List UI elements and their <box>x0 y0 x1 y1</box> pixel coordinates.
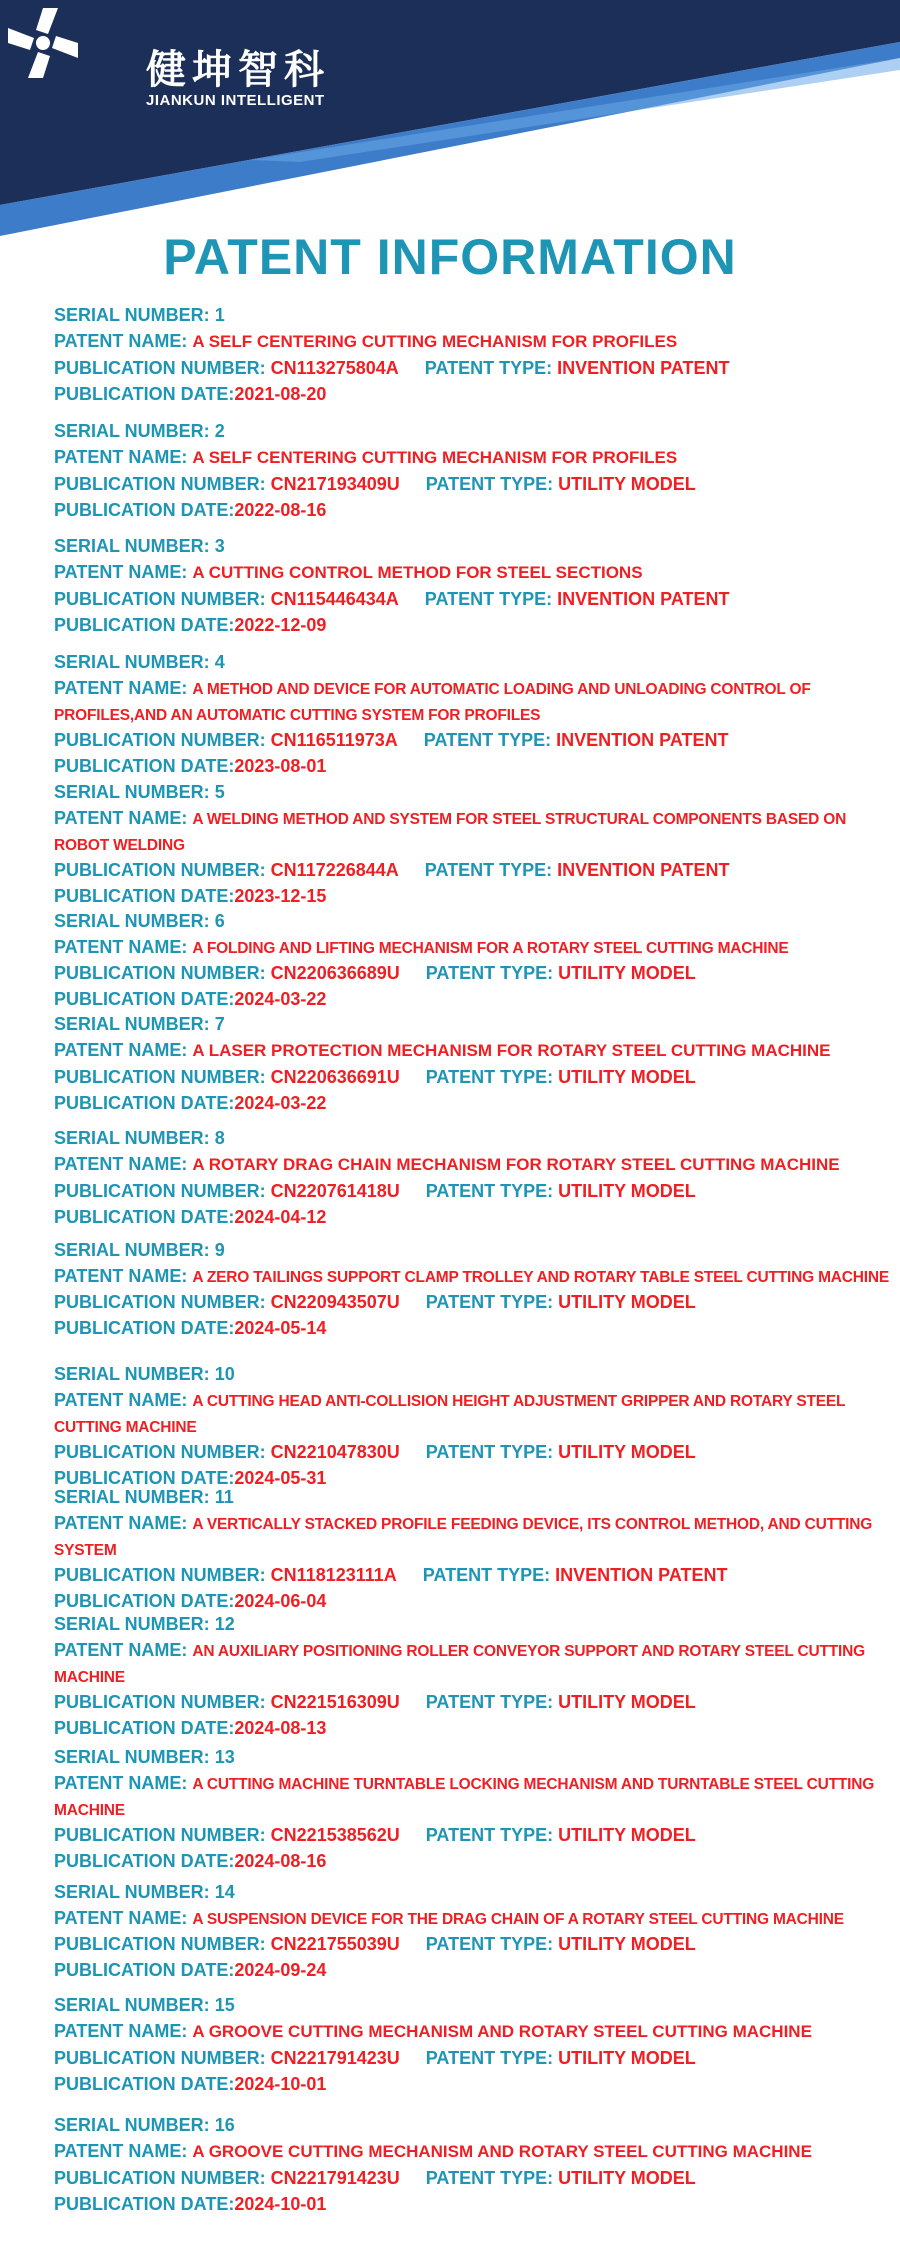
date-label: PUBLICATION DATE: <box>54 1851 235 1871</box>
pub-number-label: PUBLICATION NUMBER: <box>54 474 266 494</box>
date-label: PUBLICATION DATE: <box>54 1207 235 1227</box>
pub-number-value: CN221791423U <box>270 2168 400 2188</box>
date-line <box>54 1090 890 1116</box>
patent-name: A SELF CENTERING CUTTING MECHANISM FOR PROFILES <box>192 332 678 351</box>
date-label: PUBLICATION DATE: <box>54 1718 235 1738</box>
name-label: PATENT NAME: <box>54 1773 188 1793</box>
date-label: PUBLICATION DATE: <box>54 1468 235 1488</box>
type-label: PATENT TYPE: <box>425 1181 554 1201</box>
type-value: INVENTION PATENT <box>557 589 730 609</box>
date-value: 2024-10-01 <box>234 2194 327 2214</box>
type-value: UTILITY MODEL <box>558 1934 696 1954</box>
date-label: PUBLICATION DATE: <box>54 615 235 635</box>
date-label: PUBLICATION DATE: <box>54 1093 235 1113</box>
serial-label: SERIAL NUMBER: <box>54 1487 210 1507</box>
type-label: PATENT TYPE: <box>425 1934 554 1954</box>
name-line <box>54 328 890 355</box>
pub-number-value: CN221791423U <box>270 2048 400 2068</box>
patent-name: A ROTARY DRAG CHAIN MECHANISM FOR ROTARY STEEL CUTTING MACHINE <box>192 1155 840 1174</box>
patent-entry <box>54 779 890 909</box>
type-label: PATENT TYPE: <box>425 1442 554 1462</box>
serial-line <box>54 533 890 559</box>
serial-label: SERIAL NUMBER: <box>54 1614 210 1634</box>
pub-number-label: PUBLICATION NUMBER: <box>54 1934 266 1954</box>
patent-entry <box>54 418 890 523</box>
patent-entry <box>54 1125 890 1230</box>
patent-entry <box>54 1237 890 1341</box>
pub-number-value: CN220943507U <box>270 1292 400 1312</box>
publication-line <box>54 1562 890 1588</box>
type-value: UTILITY MODEL <box>558 1067 696 1087</box>
date-label: PUBLICATION DATE: <box>54 756 235 776</box>
date-line <box>54 753 890 779</box>
serial-line <box>54 1237 890 1263</box>
pub-number-label: PUBLICATION NUMBER: <box>54 589 266 609</box>
publication-line <box>54 355 890 381</box>
pub-number-value: CN220636691U <box>270 1067 400 1087</box>
name-line <box>54 559 890 586</box>
name-line <box>54 2138 890 2165</box>
date-line <box>54 1315 890 1341</box>
serial-line <box>54 302 890 328</box>
serial-value: 15 <box>214 1995 235 2015</box>
patent-name: A CUTTING MACHINE TURNTABLE LOCKING MECHANISM AND TURNTABLE STEEL CUTTING MACHINE <box>54 1776 875 1819</box>
date-line <box>54 883 890 909</box>
date-line <box>54 2071 890 2097</box>
pub-number-label: PUBLICATION NUMBER: <box>54 2048 266 2068</box>
type-label: PATENT TYPE: <box>425 1067 554 1087</box>
date-label: PUBLICATION DATE: <box>54 989 235 1009</box>
type-label: PATENT TYPE: <box>424 860 553 880</box>
date-line <box>54 1957 890 1983</box>
serial-label: SERIAL NUMBER: <box>54 1128 210 1148</box>
name-label: PATENT NAME: <box>54 562 188 582</box>
pub-number-value: CN221538562U <box>270 1825 400 1845</box>
publication-line <box>54 471 890 497</box>
patent-name: A ZERO TAILINGS SUPPORT CLAMP TROLLEY AND ROTARY TABLE STEEL CUTTING MACHINE <box>192 1269 890 1286</box>
name-line <box>54 1637 890 1689</box>
name-label: PATENT NAME: <box>54 1513 188 1533</box>
publication-line <box>54 1931 890 1957</box>
pub-number-label: PUBLICATION NUMBER: <box>54 1825 266 1845</box>
page-title: PATENT INFORMATION <box>163 229 737 285</box>
serial-label: SERIAL NUMBER: <box>54 1882 210 1902</box>
type-label: PATENT TYPE: <box>425 2048 554 2068</box>
patent-name: A WELDING METHOD AND SYSTEM FOR STEEL STRUCTURAL COMPONENTS BASED ON ROBOT WELDING <box>54 811 847 854</box>
serial-label: SERIAL NUMBER: <box>54 652 210 672</box>
pub-number-label: PUBLICATION NUMBER: <box>54 860 266 880</box>
pub-number-value: CN220636689U <box>270 963 400 983</box>
date-line <box>54 986 890 1012</box>
name-line <box>54 805 890 857</box>
name-label: PATENT NAME: <box>54 2141 188 2161</box>
name-line <box>54 1770 890 1822</box>
serial-label: SERIAL NUMBER: <box>54 2115 210 2135</box>
date-value: 2024-03-22 <box>234 1093 327 1113</box>
pub-number-value: CN117226844A <box>270 860 399 880</box>
pub-number-label: PUBLICATION NUMBER: <box>54 963 266 983</box>
serial-value: 8 <box>214 1128 225 1148</box>
publication-line <box>54 2045 890 2071</box>
date-value: 2024-10-01 <box>234 2074 327 2094</box>
serial-line <box>54 1011 890 1037</box>
publication-line <box>54 727 890 753</box>
publication-line <box>54 960 890 986</box>
serial-line <box>54 779 890 805</box>
pub-number-label: PUBLICATION NUMBER: <box>54 2168 266 2188</box>
serial-value: 12 <box>214 1614 235 1634</box>
type-value: UTILITY MODEL <box>558 2168 696 2188</box>
date-line <box>54 1848 890 1874</box>
pub-number-label: PUBLICATION NUMBER: <box>54 1442 266 1462</box>
date-label: PUBLICATION DATE: <box>54 1318 235 1338</box>
serial-line <box>54 1879 890 1905</box>
date-label: PUBLICATION DATE: <box>54 1591 235 1611</box>
serial-label: SERIAL NUMBER: <box>54 911 210 931</box>
patent-name: A CUTTING HEAD ANTI-COLLISION HEIGHT ADJUSTMENT GRIPPER AND ROTARY STEEL CUTTING MACHINE <box>54 1393 846 1436</box>
publication-line <box>54 1822 890 1848</box>
type-label: PATENT TYPE: <box>424 589 553 609</box>
date-line <box>54 1204 890 1230</box>
serial-line <box>54 1484 890 1510</box>
publication-line <box>54 1289 890 1315</box>
name-label: PATENT NAME: <box>54 937 188 957</box>
pub-number-label: PUBLICATION NUMBER: <box>54 730 266 750</box>
name-label: PATENT NAME: <box>54 808 188 828</box>
patent-entry <box>54 533 890 638</box>
type-value: UTILITY MODEL <box>558 1181 696 1201</box>
type-label: PATENT TYPE: <box>425 474 554 494</box>
serial-value: 2 <box>214 421 225 441</box>
type-value: UTILITY MODEL <box>558 1292 696 1312</box>
name-line <box>54 2018 890 2045</box>
pub-number-label: PUBLICATION NUMBER: <box>54 1292 266 1312</box>
date-value: 2024-06-04 <box>234 1591 327 1611</box>
serial-label: SERIAL NUMBER: <box>54 305 210 325</box>
serial-value: 3 <box>214 536 225 556</box>
pub-number-value: CN220761418U <box>270 1181 400 1201</box>
type-value: UTILITY MODEL <box>558 1442 696 1462</box>
pub-number-label: PUBLICATION NUMBER: <box>54 1067 266 1087</box>
type-value: INVENTION PATENT <box>557 860 730 880</box>
header-banner <box>0 0 900 240</box>
serial-label: SERIAL NUMBER: <box>54 1364 210 1384</box>
patent-entry <box>54 1361 890 1491</box>
serial-value: 10 <box>214 1364 235 1384</box>
serial-label: SERIAL NUMBER: <box>54 1014 210 1034</box>
name-label: PATENT NAME: <box>54 1908 188 1928</box>
type-label: PATENT TYPE: <box>425 1825 554 1845</box>
patent-name: AN AUXILIARY POSITIONING ROLLER CONVEYOR SUPPORT AND ROTARY STEEL CUTTING MACHINE <box>54 1643 865 1686</box>
date-line <box>54 497 890 523</box>
name-line <box>54 1905 890 1931</box>
pub-number-label: PUBLICATION NUMBER: <box>54 1692 266 1712</box>
date-line <box>54 2191 890 2217</box>
serial-label: SERIAL NUMBER: <box>54 782 210 802</box>
serial-line <box>54 1361 890 1387</box>
name-line <box>54 1387 890 1439</box>
publication-line <box>54 2165 890 2191</box>
date-label: PUBLICATION DATE: <box>54 500 235 520</box>
date-label: PUBLICATION DATE: <box>54 1960 235 1980</box>
type-value: UTILITY MODEL <box>558 963 696 983</box>
date-value: 2024-08-16 <box>234 1851 327 1871</box>
name-line <box>54 934 890 960</box>
patent-entry <box>54 1011 890 1116</box>
date-line <box>54 1715 890 1741</box>
brand-name-english: JIANKUN INTELLIGENT <box>146 92 325 109</box>
pub-number-value: CN217193409U <box>270 474 400 494</box>
type-label: PATENT TYPE: <box>424 358 553 378</box>
brand-name-chinese: 健坤智科 <box>146 47 330 93</box>
pub-number-value: CN115446434A <box>270 589 399 609</box>
name-label: PATENT NAME: <box>54 447 188 467</box>
type-label: PATENT TYPE: <box>423 730 552 750</box>
serial-line <box>54 1125 890 1151</box>
serial-value: 1 <box>214 305 225 325</box>
type-value: UTILITY MODEL <box>558 1692 696 1712</box>
name-label: PATENT NAME: <box>54 678 188 698</box>
patent-name: A FOLDING AND LIFTING MECHANISM FOR A ROTARY STEEL CUTTING MACHINE <box>192 940 789 957</box>
serial-value: 11 <box>214 1487 234 1507</box>
name-label: PATENT NAME: <box>54 1040 188 1060</box>
patent-entry <box>54 1611 890 1741</box>
name-line <box>54 444 890 471</box>
name-line <box>54 1510 890 1562</box>
patent-entry <box>54 1879 890 1983</box>
date-line <box>54 381 890 407</box>
patent-name: A VERTICALLY STACKED PROFILE FEEDING DEVICE, ITS CONTROL METHOD, AND CUTTING SYSTEM <box>54 1516 873 1559</box>
publication-line <box>54 857 890 883</box>
type-value: UTILITY MODEL <box>558 474 696 494</box>
serial-value: 7 <box>214 1014 225 1034</box>
serial-label: SERIAL NUMBER: <box>54 1995 210 2015</box>
patent-entry <box>54 2112 890 2217</box>
patent-name: A CUTTING CONTROL METHOD FOR STEEL SECTIONS <box>192 563 643 582</box>
pub-number-label: PUBLICATION NUMBER: <box>54 358 266 378</box>
type-value: INVENTION PATENT <box>557 358 730 378</box>
patent-name: A GROOVE CUTTING MECHANISM AND ROTARY STEEL CUTTING MACHINE <box>192 2142 812 2161</box>
date-value: 2024-04-12 <box>234 1207 327 1227</box>
date-value: 2024-08-13 <box>234 1718 327 1738</box>
publication-line <box>54 586 890 612</box>
pub-number-value: CN221755039U <box>270 1934 400 1954</box>
serial-value: 9 <box>214 1240 225 1260</box>
serial-label: SERIAL NUMBER: <box>54 536 210 556</box>
date-value: 2022-12-09 <box>234 615 327 635</box>
header-background <box>0 0 900 240</box>
name-line <box>54 675 890 727</box>
date-label: PUBLICATION DATE: <box>54 384 235 404</box>
patent-name: A SELF CENTERING CUTTING MECHANISM FOR PROFILES <box>192 448 678 467</box>
patent-entry <box>54 1992 890 2097</box>
patent-name: A LASER PROTECTION MECHANISM FOR ROTARY STEEL CUTTING MACHINE <box>192 1041 831 1060</box>
pub-number-value: CN118123111A <box>270 1565 397 1585</box>
serial-line <box>54 1992 890 2018</box>
date-value: 2023-08-01 <box>234 756 327 776</box>
serial-value: 6 <box>214 911 225 931</box>
patent-name: A METHOD AND DEVICE FOR AUTOMATIC LOADING AND UNLOADING CONTROL OF PROFILES,AND AN AUTOMATIC CUTTING SYSTEM FOR PROFILES <box>54 681 811 724</box>
type-value: INVENTION PATENT <box>555 1565 728 1585</box>
date-label: PUBLICATION DATE: <box>54 886 235 906</box>
date-label: PUBLICATION DATE: <box>54 2194 235 2214</box>
date-value: 2022-08-16 <box>234 500 327 520</box>
name-line <box>54 1037 890 1064</box>
type-value: UTILITY MODEL <box>558 1825 696 1845</box>
serial-label: SERIAL NUMBER: <box>54 421 210 441</box>
patent-entry <box>54 1744 890 1874</box>
patent-entry <box>54 908 890 1012</box>
serial-line <box>54 2112 890 2138</box>
type-value: UTILITY MODEL <box>558 2048 696 2068</box>
name-label: PATENT NAME: <box>54 1266 188 1286</box>
serial-value: 16 <box>214 2115 235 2135</box>
pub-number-label: PUBLICATION NUMBER: <box>54 1181 266 1201</box>
date-line <box>54 612 890 638</box>
serial-line <box>54 418 890 444</box>
publication-line <box>54 1064 890 1090</box>
patent-entry <box>54 649 890 779</box>
date-value: 2023-12-15 <box>234 886 327 906</box>
publication-line <box>54 1178 890 1204</box>
name-label: PATENT NAME: <box>54 1640 188 1660</box>
serial-value: 5 <box>214 782 225 802</box>
name-label: PATENT NAME: <box>54 1390 188 1410</box>
name-label: PATENT NAME: <box>54 1154 188 1174</box>
date-value: 2024-09-24 <box>234 1960 327 1980</box>
name-label: PATENT NAME: <box>54 2021 188 2041</box>
name-line <box>54 1151 890 1178</box>
serial-value: 4 <box>214 652 225 672</box>
pub-number-value: CN221047830U <box>270 1442 400 1462</box>
type-label: PATENT TYPE: <box>422 1565 551 1585</box>
pub-number-label: PUBLICATION NUMBER: <box>54 1565 266 1585</box>
pinwheel-logo-icon <box>0 0 86 86</box>
type-label: PATENT TYPE: <box>425 1692 554 1712</box>
type-label: PATENT TYPE: <box>425 1292 554 1312</box>
pub-number-value: CN113275804A <box>270 358 399 378</box>
name-line <box>54 1263 890 1289</box>
type-label: PATENT TYPE: <box>425 2168 554 2188</box>
serial-value: 14 <box>214 1882 235 1902</box>
serial-line <box>54 649 890 675</box>
date-value: 2021-08-20 <box>234 384 327 404</box>
patent-name: A SUSPENSION DEVICE FOR THE DRAG CHAIN OF A ROTARY STEEL CUTTING MACHINE <box>192 1911 844 1928</box>
serial-value: 13 <box>214 1747 235 1767</box>
serial-line <box>54 1611 890 1637</box>
patent-entry <box>54 302 890 407</box>
date-value: 2024-03-22 <box>234 989 327 1009</box>
patent-name: A GROOVE CUTTING MECHANISM AND ROTARY STEEL CUTTING MACHINE <box>192 2022 812 2041</box>
publication-line <box>54 1689 890 1715</box>
name-label: PATENT NAME: <box>54 331 188 351</box>
type-label: PATENT TYPE: <box>425 963 554 983</box>
patent-entry <box>54 1484 890 1614</box>
serial-label: SERIAL NUMBER: <box>54 1240 210 1260</box>
pub-number-value: CN116511973A <box>270 730 398 750</box>
date-label: PUBLICATION DATE: <box>54 2074 235 2094</box>
serial-line <box>54 1744 890 1770</box>
serial-label: SERIAL NUMBER: <box>54 1747 210 1767</box>
date-value: 2024-05-31 <box>234 1468 327 1488</box>
date-value: 2024-05-14 <box>234 1318 327 1338</box>
pub-number-value: CN221516309U <box>270 1692 400 1712</box>
publication-line <box>54 1439 890 1465</box>
serial-line <box>54 908 890 934</box>
type-value: INVENTION PATENT <box>556 730 729 750</box>
